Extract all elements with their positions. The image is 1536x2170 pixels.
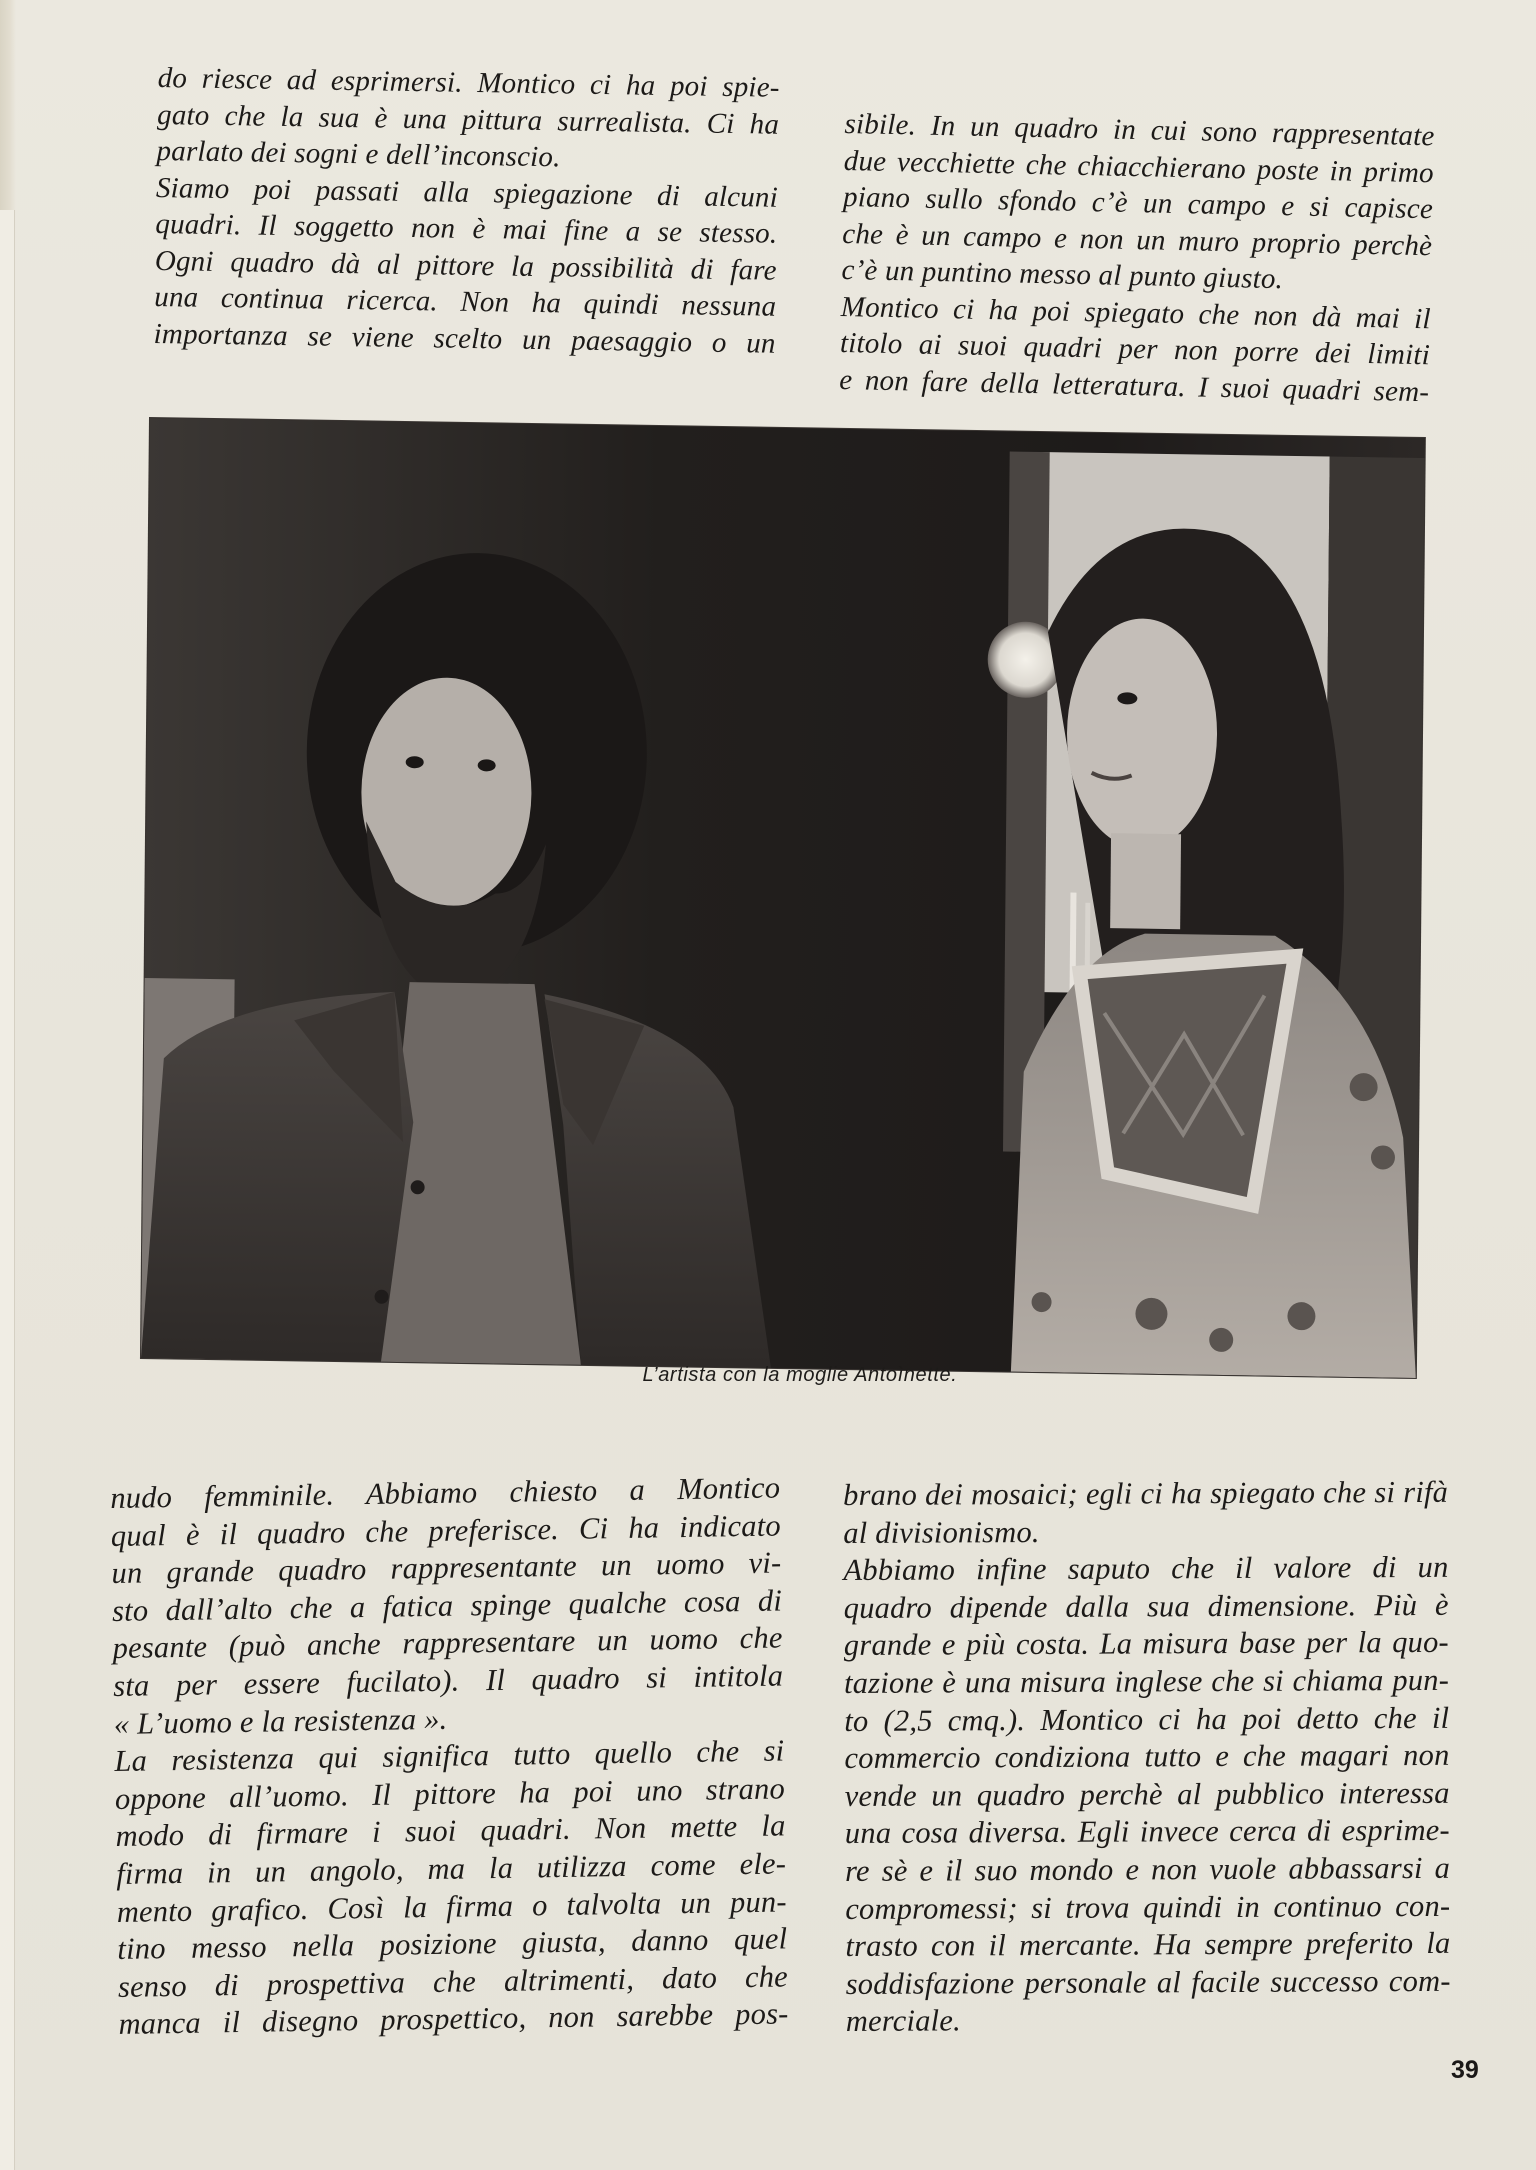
text-line: titolo ai suoi quadri per non porre dei limiti	[839, 326, 1431, 372]
text-line: una continua ricerca. Non ha quindi nessuna	[154, 280, 777, 323]
text-line: nudo femminile. Abbiamo chiesto a Montico	[110, 1470, 781, 1515]
artist-and-wife-photo	[141, 418, 1425, 1378]
text-line: una cosa diversa. Egli invece cerca di esprime-	[844, 1813, 1450, 1851]
text-line: compromessi; si trova quindi in continuo con-	[845, 1888, 1451, 1926]
text-line: oppone all’uomo. Il pittore ha poi uno strano	[114, 1771, 786, 1816]
text-line: senso di prospettiva che altrimenti, dato che	[117, 1959, 789, 2004]
article-column-bottom-left	[110, 1469, 789, 2043]
text-line: mento grafico. Così la firma o talvolta un pun-	[116, 1883, 787, 1929]
article-column-top-left	[153, 60, 780, 362]
article-column-top-right	[839, 106, 1435, 410]
text-line: sta per essere fucilato). Il quadro si intitola	[112, 1658, 784, 1703]
torn-page-edge	[0, 210, 15, 2170]
text-line: che è un campo e non un muro proprio perchè	[841, 217, 1433, 262]
text-line: do riesce ad esprimersi. Montico ci ha poi spie-	[157, 61, 780, 104]
text-line: tino messo nella posizione giusta, danno quel	[117, 1921, 788, 1967]
text-line: importanza se viene scelto un paesaggio o un	[153, 317, 776, 360]
text-line: Ogni quadro dà al pittore la possibilità di fare	[154, 244, 778, 287]
text-line: re sè e il suo mondo e non vuole abbassarsi a	[844, 1850, 1451, 1888]
text-line: sto dall’alto che a fatica spinge qualche cosa di	[111, 1583, 783, 1628]
text-line: merciale.	[845, 2003, 961, 2039]
text-line: Siamo poi passati alla spiegazione di alcuni	[155, 171, 779, 214]
text-line: Abbiamo infine saputo che il valore di un	[843, 1550, 1449, 1588]
text-line: trasto con il mercante. Ha sempre preferito la	[845, 1925, 1451, 1964]
text-line: soddisfazione personale al facile successo com-	[845, 1963, 1451, 2001]
text-line: to (2,5 cmq.). Montico ci ha poi detto che il	[844, 1700, 1450, 1738]
text-line: La resistenza qui significa tutto quello che si	[114, 1733, 785, 1779]
text-line: e non fare della letteratura. I suoi quadri sem-	[838, 363, 1430, 408]
text-line: commercio condiziona tutto e che magari non	[844, 1737, 1450, 1776]
photo-caption: L’artista con la moglie Antoìnette.	[642, 1364, 958, 1386]
text-line: un grande quadro rappresentante un uomo vi-	[111, 1545, 782, 1591]
text-line: vende un quadro perchè al pubblico interessa	[844, 1775, 1450, 1813]
text-line: qual è il quadro che preferisce. Ci ha indicato	[110, 1508, 782, 1553]
text-line: manca il disegno prospettico, non sarebbe pos-	[118, 1996, 789, 2042]
text-line: gato che la sua è una pittura surrealista. Ci ha	[156, 98, 780, 141]
text-line: modo di firmare i suoi quadri. Non mette la	[115, 1808, 786, 1854]
text-line: pesante (può anche rappresentare un uomo che	[112, 1620, 783, 1666]
text-line: grande e più costa. La misura base per la quo-	[843, 1625, 1449, 1663]
text-line: al divisionismo.	[843, 1514, 1040, 1550]
text-line: parlato dei sogni e dell’inconscio.	[156, 134, 561, 174]
text-line: sibile. In un quadro in cui sono rappresentate	[844, 107, 1435, 153]
photo-illustration	[141, 418, 1425, 1378]
text-line: piano sullo sfondo c’è un campo e si capisce	[842, 180, 1434, 226]
text-line: c’è un puntino messo al punto giusto.	[841, 253, 1284, 296]
text-line: firma in un angolo, ma la utilizza come ele-	[115, 1846, 787, 1891]
text-line: « L’uomo e la resistenza ».	[113, 1701, 448, 1741]
page-number: 39	[1451, 2056, 1479, 2084]
text-line: quadri. Il soggetto non è mai fine a se stesso.	[155, 207, 778, 250]
text-line: brano dei mosaici; egli ci ha spiegato che si rifà	[843, 1474, 1449, 1512]
text-line: Montico ci ha poi spiegato che non dà mai il	[840, 290, 1432, 335]
text-line: due vecchiette che chiacchierano poste in primo	[843, 144, 1435, 189]
text-line: quadro dipende dalla sua dimensione. Più è	[843, 1587, 1449, 1625]
text-line: tazione è una misura inglese che si chiama pun-	[843, 1662, 1450, 1700]
article-column-bottom-right	[843, 1474, 1451, 2041]
